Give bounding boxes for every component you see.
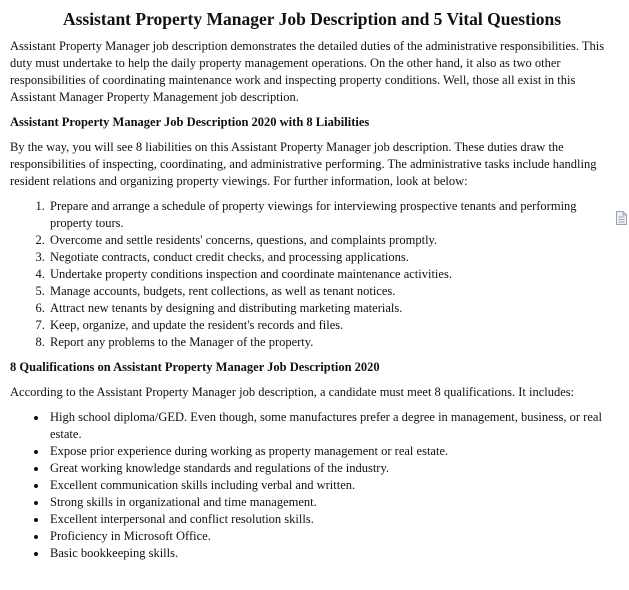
page-title: Assistant Property Manager Job Description and 5 Vital Questions — [62, 9, 562, 29]
list-item: 4. Undertake property conditions inspection and coordinate maintenance activities. — [48, 266, 614, 283]
list-item: 7. Keep, organize, and update the resident's records and files. — [48, 317, 614, 334]
list-item: • Proficiency in Microsoft Office. — [48, 528, 614, 545]
qualifications-intro: According to the Assistant Property Manager job description, a candidate must meet 8 qualifications. It includes: — [10, 385, 575, 399]
list-item: • Expose prior experience during working as property management or real estate. — [48, 443, 614, 460]
qualifications-heading: 8 Qualifications on Assistant Property Manager Job Description 2020 — [10, 360, 380, 374]
list-item: • High school diploma/GED. Even though, some manufactures prefer a degree in management, business, or real estate. — [48, 409, 614, 443]
list-item: 8. Report any problems to the Manager of the property. — [48, 334, 614, 351]
list-item: • Great working knowledge standards and regulations of the industry. — [48, 460, 614, 477]
list-item: 3. Negotiate contracts, conduct credit checks, and processing applications. — [48, 249, 614, 266]
liabilities-heading: Assistant Property Manager Job Description 2020 with 8 Liabilities — [10, 115, 370, 129]
list-item: 6. Attract new tenants by designing and distributing marketing materials. — [48, 300, 614, 317]
intro-paragraph: Assistant Property Manager job description demonstrates the detailed duties of the administrative responsibilities. This duty must undertake to help the daily property management operations. On the other hand, it also as two other responsibilities of coordinating maintenance work and inspecting property conditions. Well, those all exist in this Assistant Manager Property Management job description. — [10, 39, 605, 104]
liabilities-intro: By the way, you will see 8 liabilities on this Assistant Property Manager job description. These duties draw the responsibilities of inspecting, coordinating, and administrative performing. The administrative tasks include handling resident relations and organizing property viewings. For further information, look at below: — [10, 140, 597, 188]
document-icon[interactable] — [616, 211, 627, 225]
list-item: • Excellent communication skills including verbal and written. — [48, 477, 614, 494]
list-item: • Strong skills in organizational and time management. — [48, 494, 614, 511]
list-item: 2. Overcome and settle residents' concerns, questions, and complaints promptly. — [48, 232, 614, 249]
list-item: • Basic bookkeeping skills. — [48, 545, 614, 562]
qualifications-list — [10, 409, 614, 562]
list-item: 5. Manage accounts, budgets, rent collections, as well as tenant notices. — [48, 283, 614, 300]
liabilities-list — [10, 198, 614, 351]
document-page — [10, 8, 614, 570]
list-item: • Excellent interpersonal and conflict resolution skills. — [48, 511, 614, 528]
list-item: 1. Prepare and arrange a schedule of property viewings for interviewing prospective tenants and performing property tours. — [48, 198, 614, 232]
